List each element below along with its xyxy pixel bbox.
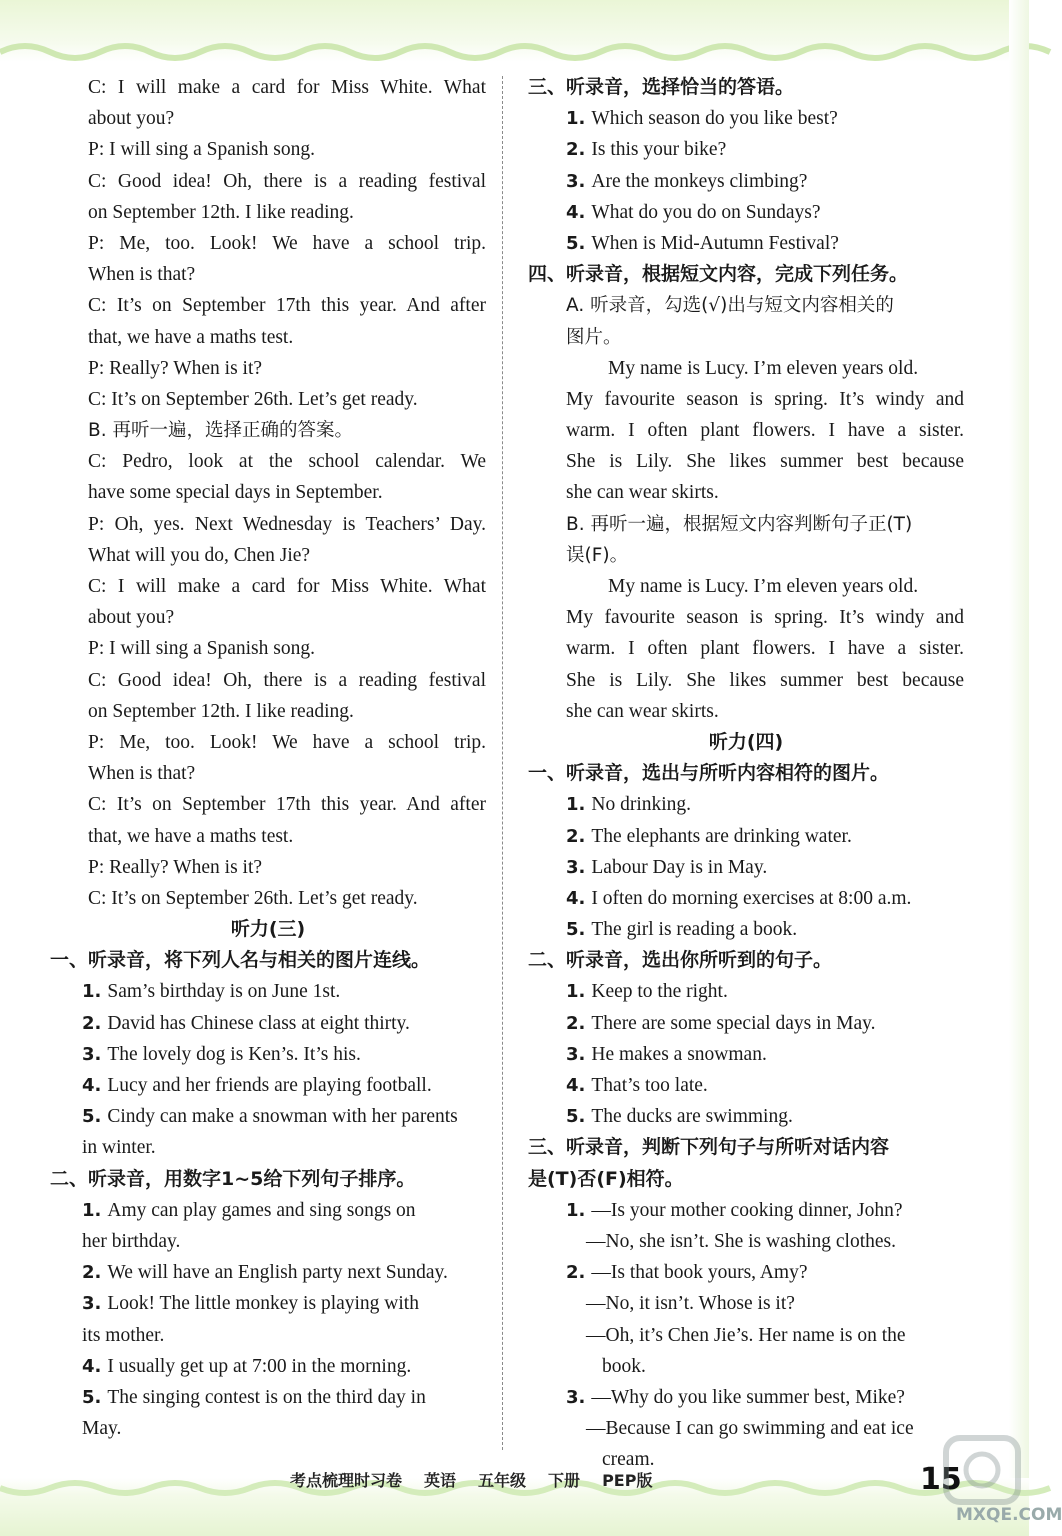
list-item: [528, 1101, 964, 1132]
list-item: [528, 166, 964, 197]
item-text: Are the monkeys climbing?: [591, 170, 808, 192]
list-item: [528, 821, 964, 852]
item-continuation: her birthday.: [82, 1230, 181, 1252]
item-number: 2.: [566, 1262, 586, 1284]
item-text: That’s too late.: [591, 1075, 708, 1096]
item-number: 2.: [566, 1012, 586, 1034]
item-number: 5.: [82, 1106, 102, 1128]
passage-line: My name is Lucy. I’m eleven years old.: [608, 576, 919, 597]
watermark-text: MXQE.COM: [956, 1505, 1062, 1525]
passage-line: she can wear skirts.: [566, 700, 719, 722]
list-item: [50, 1101, 486, 1132]
dialogue-line: P: Really? When is it?: [88, 357, 263, 379]
item-text: The singing contest is on the third day in: [107, 1386, 426, 1408]
sub-instruction-b: B. 再听一遍，根据短文内容判断句子正(T): [566, 513, 913, 535]
question-heading: 一、听录音，将下列人名与相关的图片连线。: [50, 949, 431, 972]
list-item: [528, 197, 964, 228]
item-text: —Why do you like summer best, Mike?: [591, 1386, 905, 1408]
list-item: [50, 1382, 486, 1413]
item-text: David has Chinese class at eight thirty.: [107, 1012, 410, 1034]
item-number: 3.: [82, 1293, 102, 1315]
dialogue-line: P: Oh, yes. Next Wednesday is Teachers’ Day.: [88, 513, 486, 535]
subject-label: 英语: [424, 1471, 457, 1490]
dialogue-line: C: Good idea! Oh, there is a reading festival: [88, 170, 486, 192]
item-number: 1.: [566, 981, 586, 1003]
list-item: [50, 1195, 486, 1226]
dialogue-line: P: I will sing a Spanish song.: [88, 139, 315, 161]
dialogue-line: about you?: [88, 607, 175, 629]
item-number: 1.: [566, 1199, 586, 1221]
item-text: Sam’s birthday is on June 1st.: [107, 981, 341, 1003]
list-item: [528, 1070, 964, 1101]
item-number: 2.: [566, 825, 586, 847]
item-continuation: May.: [82, 1418, 122, 1440]
dialogue-line: C: I will make a card for Miss White. What: [88, 77, 486, 98]
dialogue-line: C: It’s on September 17th this year. And after: [88, 794, 486, 816]
sub-instruction-a: A. 听录音，勾选(√)出与短文内容相关的: [566, 295, 894, 317]
sub-instruction-b-cont: 误(F)。: [566, 544, 629, 566]
item-text: What do you do on Sundays?: [591, 201, 821, 223]
column-divider: [502, 76, 503, 1450]
item-text: We will have an English party next Sunday.: [107, 1262, 448, 1284]
list-item: [528, 883, 964, 914]
edition-label: PEP版: [602, 1471, 653, 1490]
item-number: 4.: [82, 1075, 102, 1096]
dialogue-line: that, we have a maths test.: [88, 825, 294, 847]
item-number: 3.: [566, 1043, 586, 1065]
item-text: Amy can play games and sing songs on: [107, 1199, 416, 1221]
dialogue-line: that, we have a maths test.: [88, 326, 294, 348]
list-item: [50, 1288, 486, 1319]
passage-line: My favourite season is spring. It’s windy and: [566, 607, 964, 629]
volume-label: 下册: [548, 1471, 581, 1490]
item-text: Cindy can make a snowman with her parents: [107, 1106, 458, 1128]
item-text: Keep to the right.: [591, 981, 728, 1003]
dialogue-line: about you?: [88, 108, 175, 130]
question-heading: 一、听录音，选出与所听内容相符的图片。: [528, 762, 890, 785]
item-text: Look! The little monkey is playing with: [107, 1293, 419, 1315]
item-text: He makes a snowman.: [591, 1043, 767, 1065]
question-heading: 四、听录音，根据短文内容，完成下列任务。: [528, 263, 909, 286]
question-heading-cont: 是(T)否(F)相符。: [528, 1167, 684, 1190]
list-item: [528, 914, 964, 945]
passage-line: She is Lily. She likes summer best because: [566, 669, 964, 691]
item-text: I often do morning exercises at 8:00 a.m.: [591, 887, 912, 909]
dialogue-line: When is that?: [88, 264, 196, 286]
passage-line: warm. I often plant flowers. I have a sister.: [566, 420, 964, 442]
dialogue-line: on September 12th. I like reading.: [88, 201, 354, 223]
item-number: 5.: [566, 919, 586, 941]
item-text: The girl is reading a book.: [591, 919, 798, 941]
dialogue-line: P: Really? When is it?: [88, 856, 263, 878]
passage-line: She is Lily. She likes summer best because: [566, 451, 964, 473]
list-item: [528, 852, 964, 883]
item-number: 3.: [566, 856, 586, 878]
dialogue-item: [528, 1195, 964, 1226]
list-item: [50, 976, 486, 1007]
right-column: [528, 72, 964, 1475]
list-item: [50, 1351, 486, 1382]
dialogue-reply: —No, she isn’t. She is washing clothes.: [586, 1230, 897, 1252]
item-text: The elephants are drinking water.: [591, 825, 852, 847]
item-text: Lucy and her friends are playing football.: [107, 1075, 432, 1096]
passage-line: My name is Lucy. I’m eleven years old.: [608, 357, 919, 379]
list-item: [50, 1039, 486, 1070]
dialogue-reply: —No, it isn’t. Whose is it?: [586, 1293, 795, 1315]
item-number: 3.: [566, 170, 586, 192]
right-decor-edge: [1009, 0, 1029, 1536]
item-number: 4.: [566, 201, 586, 223]
dialogue-reply-cont: cream.: [602, 1449, 655, 1471]
item-continuation: in winter.: [82, 1137, 156, 1159]
item-text: Labour Day is in May.: [591, 856, 768, 878]
left-column: [50, 72, 486, 1444]
item-text: —Is your mother cooking dinner, John?: [591, 1199, 903, 1221]
passage-line: warm. I often plant flowers. I have a sister.: [566, 638, 964, 660]
item-number: 1.: [566, 794, 586, 816]
item-number: 3.: [566, 1386, 586, 1408]
item-number: 5.: [566, 1106, 586, 1128]
item-number: 2.: [82, 1012, 102, 1034]
dialogue-line: on September 12th. I like reading.: [88, 700, 354, 722]
dialogue-reply: —Because I can go swimming and eat ice: [586, 1418, 914, 1440]
question-heading: 三、听录音，选择恰当的答语。: [528, 76, 795, 98]
dialogue-line: C: I will make a card for Miss White. What: [88, 576, 486, 597]
list-item: [528, 228, 964, 259]
dialogue-item: [528, 1257, 964, 1288]
book-title: 考点梳理时习卷: [290, 1471, 403, 1490]
list-item: [528, 976, 964, 1007]
item-number: 1.: [82, 1199, 102, 1221]
list-item: [50, 1070, 486, 1101]
dialogue-line: C: Good idea! Oh, there is a reading festival: [88, 669, 486, 691]
item-number: 1.: [566, 108, 586, 130]
dialogue-line: When is that?: [88, 763, 196, 785]
list-item: [528, 1039, 964, 1070]
dialogue-line: P: Me, too. Look! We have a school trip.: [88, 731, 486, 753]
item-continuation: its mother.: [82, 1324, 165, 1346]
dialogue-reply-cont: book.: [602, 1355, 646, 1377]
item-number: 5.: [566, 232, 586, 254]
item-text: The lovely dog is Ken’s. It’s his.: [107, 1043, 361, 1065]
question-heading: 三、听录音，判断下列句子与所听对话内容: [528, 1136, 890, 1159]
item-text: Which season do you like best?: [591, 108, 838, 130]
section-title-3: 听力(三): [230, 918, 306, 941]
list-item: [528, 1008, 964, 1039]
dialogue-line: C: It’s on September 17th this year. And after: [88, 295, 486, 317]
dialogue-line: P: I will sing a Spanish song.: [88, 638, 315, 660]
item-text: I usually get up at 7:00 in the morning.: [107, 1355, 412, 1377]
passage-line: she can wear skirts.: [566, 482, 719, 504]
item-number: 3.: [82, 1043, 102, 1065]
wave-decoration: [0, 38, 1029, 62]
list-item: [50, 1257, 486, 1288]
item-number: 1.: [82, 981, 102, 1003]
passage-line: My favourite season is spring. It’s windy and: [566, 388, 964, 410]
list-item: [528, 134, 964, 165]
dialogue-line: have some special days in September.: [88, 482, 383, 504]
grade-label: 五年级: [478, 1471, 527, 1490]
list-item: [528, 103, 964, 134]
sub-instruction-b: B. 再听一遍，选择正确的答案。: [88, 420, 353, 442]
footer-info: [290, 1468, 710, 1491]
dialogue-line: C: Pedro, look at the school calendar. We: [88, 451, 486, 473]
item-number: 5.: [82, 1386, 102, 1408]
dialogue-item: [528, 1382, 964, 1413]
page-number: 15: [920, 1462, 962, 1497]
item-number: 4.: [566, 1075, 586, 1096]
section-title-4: 听力(四): [708, 730, 784, 753]
dialogue-line: P: Me, too. Look! We have a school trip.: [88, 232, 486, 254]
item-text: When is Mid-Autumn Festival?: [591, 232, 839, 254]
item-number: 2.: [82, 1262, 102, 1284]
dialogue-reply: —Oh, it’s Chen Jie’s. Her name is on the: [586, 1324, 906, 1346]
top-decor-band: [0, 0, 1029, 62]
item-number: 4.: [82, 1355, 102, 1377]
item-text: No drinking.: [591, 794, 692, 816]
item-text: The ducks are swimming.: [591, 1106, 793, 1128]
sub-instruction-a-cont: 图片。: [566, 326, 622, 348]
dialogue-line: C: It’s on September 26th. Let’s get ready.: [88, 388, 418, 410]
item-number: 4.: [566, 887, 586, 909]
dialogue-line: C: It’s on September 26th. Let’s get ready.: [88, 887, 418, 909]
question-heading: 二、听录音，选出你所听到的句子。: [528, 949, 833, 972]
item-text: —Is that book yours, Amy?: [591, 1262, 808, 1284]
list-item: [50, 1008, 486, 1039]
dialogue-line: What will you do, Chen Jie?: [88, 544, 311, 566]
question-heading: 二、听录音，用数字1~5给下列句子排序。: [50, 1167, 416, 1190]
item-number: 2.: [566, 139, 586, 161]
item-text: Is this your bike?: [591, 139, 727, 161]
list-item: [528, 789, 964, 820]
item-text: There are some special days in May.: [591, 1012, 876, 1034]
